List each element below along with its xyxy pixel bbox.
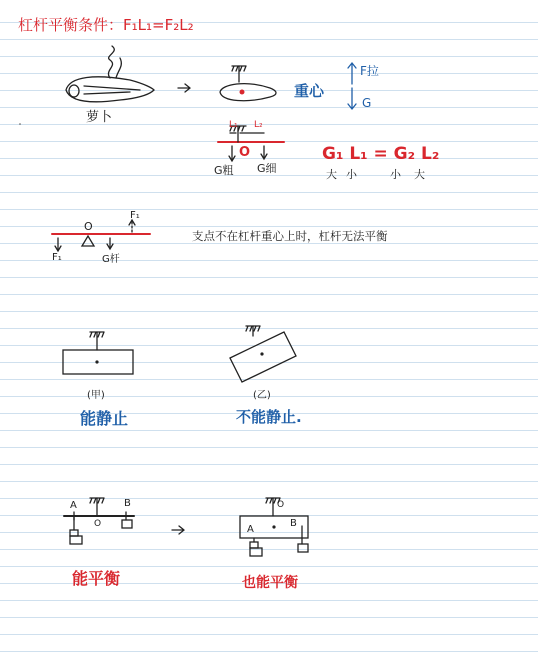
pivot-label-1: O (239, 145, 251, 160)
gravity-label: G (362, 96, 372, 110)
size-word-2: 小 (346, 168, 357, 181)
lever2-pivot-label: O (84, 220, 93, 233)
pivot-dot-b (260, 352, 263, 355)
case-b-label: (乙) (253, 390, 271, 401)
size-word-4: 大 (414, 168, 425, 181)
size-word-1: 大 (326, 168, 337, 181)
left-a-label: A (70, 500, 77, 511)
lever2-f1-label: F₁ (52, 252, 62, 263)
l2-label: L₂ (254, 120, 263, 130)
lever-2 (52, 220, 150, 251)
force-arrows (348, 63, 356, 109)
left-o-label: O (94, 519, 102, 529)
right-b-label: B (290, 518, 297, 529)
hanging-plate-a (63, 332, 133, 374)
rod-weight-label: G杆 (102, 254, 120, 265)
result-a: 能静止 (80, 409, 129, 428)
center-of-gravity-label: 重心 (294, 82, 325, 100)
hanging-radish (220, 66, 276, 101)
lever2-f1-top: F₁ (130, 210, 140, 221)
page-title: 杠杆平衡条件：F₁L₁=F₂L₂ (18, 16, 194, 34)
left-b-label: B (124, 498, 131, 509)
size-word-3: 小 (390, 168, 401, 181)
radish-label: 萝卜 (86, 110, 113, 125)
result-b: 不能静止. (236, 408, 302, 426)
result-left: 能平衡 (72, 569, 121, 588)
moment-equation: G₁ L₁ = G₂ L₂ (322, 144, 440, 164)
force-pull-label: F拉 (360, 64, 379, 78)
implies-arrow-1 (178, 84, 190, 92)
l1-label: L₁ (229, 120, 238, 130)
thin-weight-label: G细 (257, 162, 277, 175)
lever2-note: 支点不在杠杆重心上时，杠杆无法平衡 (192, 229, 388, 243)
implies-arrow-2 (172, 526, 184, 534)
stray-mark (19, 123, 21, 125)
thick-weight-label: G粗 (214, 164, 234, 177)
pivot-dot-a (95, 360, 98, 363)
lever-1 (218, 126, 284, 161)
right-o-label: O (277, 500, 285, 510)
pivot-dot-c (272, 525, 275, 528)
right-a-label: A (247, 524, 254, 535)
center-of-gravity-dot (240, 90, 245, 95)
radish-drawing (66, 46, 154, 102)
result-right: 也能平衡 (242, 575, 298, 591)
case-a-label: (甲) (87, 390, 105, 401)
